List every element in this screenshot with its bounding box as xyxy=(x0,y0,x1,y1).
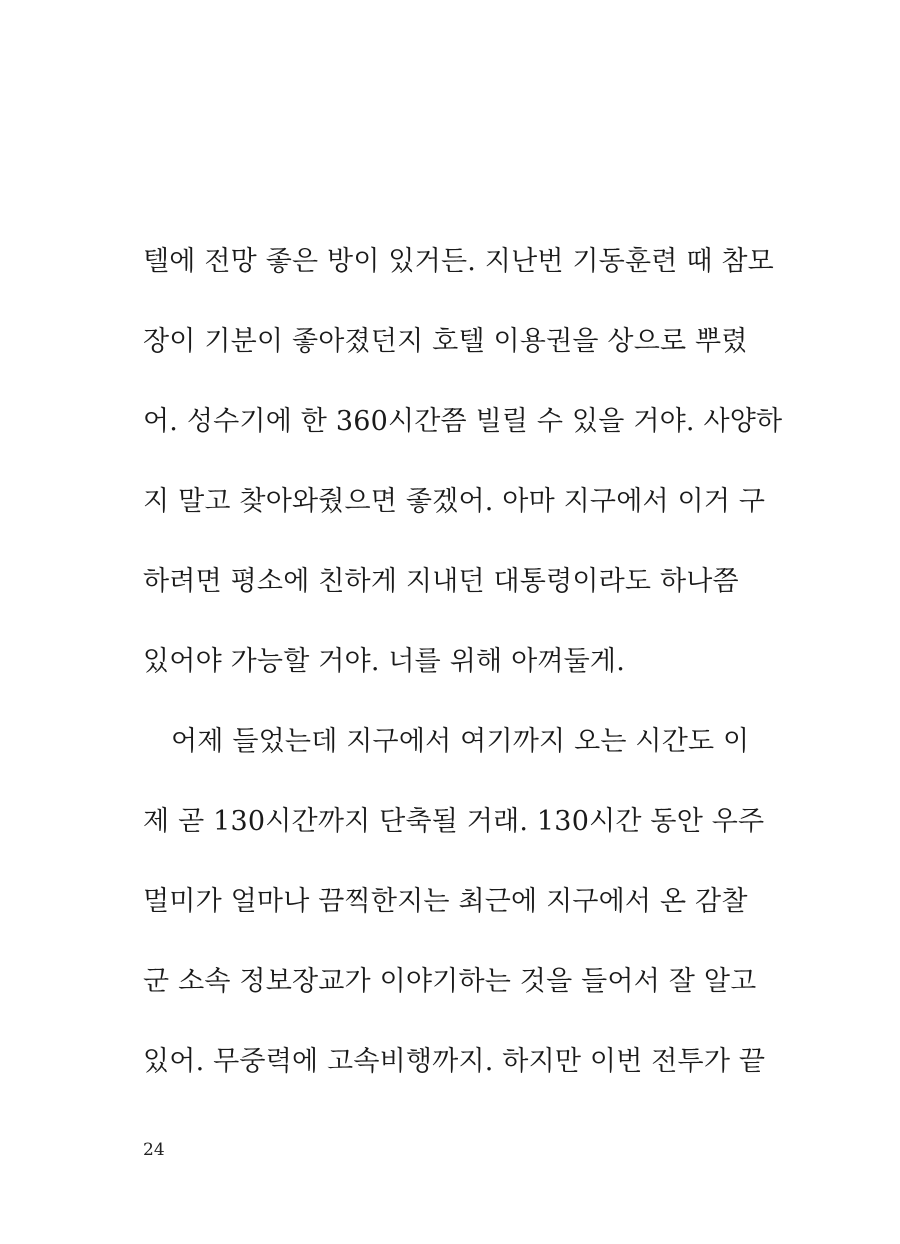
text-line: 어제 들었는데 지구에서 여기까지 오는 시간도 이 xyxy=(171,726,750,757)
text-line: 군 소속 정보장교가 이야기하는 것을 들어서 잘 알고 xyxy=(143,966,757,997)
text-line: 장이 기분이 좋아졌던지 호텔 이용권을 상으로 뿌렸 xyxy=(143,326,748,357)
text-line: 있어야 가능할 거야. 너를 위해 아껴둘게. xyxy=(143,646,625,677)
text-line: 멀미가 얼마나 끔찍한지는 최근에 지구에서 온 감찰 xyxy=(143,886,748,917)
page-number: 24 xyxy=(143,1140,165,1160)
text-line: 지 말고 찾아와줬으면 좋겠어. 아마 지구에서 이거 구 xyxy=(143,486,766,517)
text-line: 제 곧 130시간까지 단축될 거래. 130시간 동안 우주 xyxy=(143,806,765,837)
body-text xyxy=(143,222,783,1102)
text-line: 있어. 무중력에 고속비행까지. 하지만 이번 전투가 끝 xyxy=(143,1046,766,1077)
text-line: 하려면 평소에 친하게 지내던 대통령이라도 하나쯤 xyxy=(143,566,739,597)
text-line: 텔에 전망 좋은 방이 있거든. 지난번 기동훈련 때 참모 xyxy=(143,246,774,277)
text-line: 어. 성수기에 한 360시간쯤 빌릴 수 있을 거야. 사양하 xyxy=(143,406,783,437)
